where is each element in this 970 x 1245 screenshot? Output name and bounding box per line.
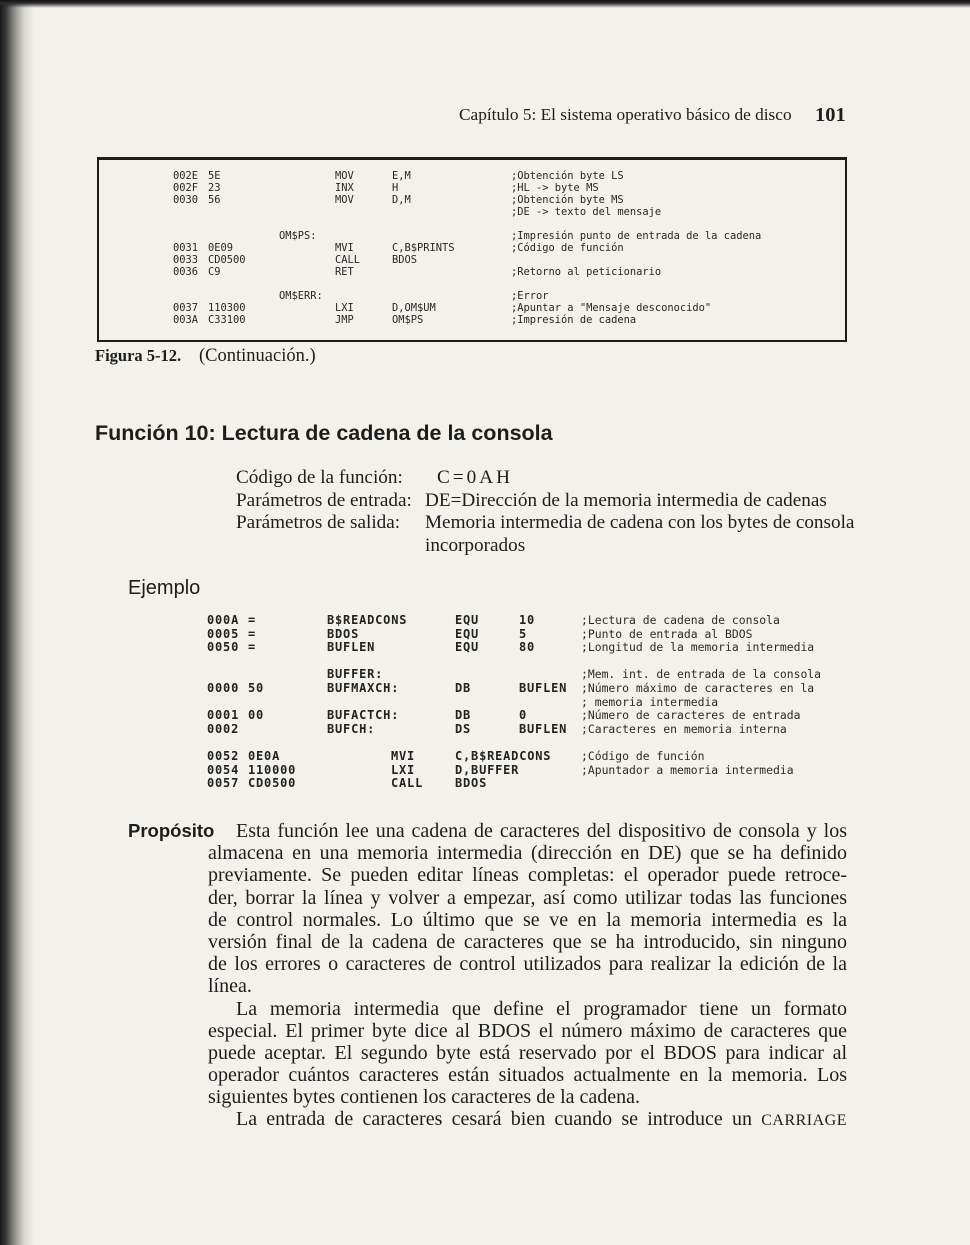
code-address: 0000: [207, 680, 240, 695]
code-line: [0, 750, 970, 764]
code-address: 0031: [173, 242, 199, 254]
code-address: 0030: [173, 194, 199, 206]
code-line: [0, 682, 970, 696]
code-address: 0037: [173, 302, 199, 314]
param-row-output-continued: [236, 535, 856, 558]
code-label: BDOS: [327, 626, 360, 641]
code-comment: ;Obtención byte LS: [511, 170, 624, 182]
code-block: [0, 750, 970, 791]
code-comment: ;Error: [511, 290, 549, 302]
body-line: de los errores o caracteres de control utilizados para realizar la edición de la: [208, 953, 847, 976]
code-object-bytes: CD0500: [208, 254, 246, 266]
purpose-text: [208, 820, 847, 1131]
code-value: 10: [519, 613, 536, 627]
body-line: Esta función lee una cadena de caracteres del dispositivo de consola y los: [236, 820, 847, 842]
example-code-listing: [0, 614, 970, 791]
code-comment: ;Número de caracteres de entrada: [581, 708, 801, 723]
code-object-bytes: 0E09: [208, 242, 234, 254]
code-address: 002F: [173, 182, 199, 194]
code-label: OM$PS:: [279, 230, 317, 242]
code-line: [99, 290, 845, 302]
body-line: [208, 1108, 847, 1130]
param-label: Parámetros de entrada:: [236, 489, 412, 511]
body-line: almacena en una memoria intermedia (dirección en DE) que se ha definido: [208, 842, 847, 865]
body-paragraph: [208, 1108, 847, 1130]
code-block: [0, 668, 970, 736]
code-address: 0002: [207, 721, 240, 736]
param-label: Código de la función:: [236, 467, 403, 488]
code-object-bytes: 0E0A: [248, 748, 281, 763]
code-label: BUFACTCH:: [327, 708, 400, 723]
code-line: [99, 266, 845, 278]
page-number: 101: [815, 104, 846, 126]
param-row-input: [236, 490, 856, 513]
code-line: [99, 206, 845, 218]
code-address: 0057: [207, 776, 240, 791]
code-line: [0, 777, 970, 791]
small-caps-word: CARRIAGE: [761, 1112, 847, 1130]
code-comment: ;Impresión punto de entrada de la cadena: [511, 230, 762, 242]
body-paragraph: [208, 998, 847, 1109]
code-object-bytes: 110300: [208, 302, 246, 314]
code-comment: ;Caracteres en memoria interna: [581, 721, 787, 736]
code-comment: ;Código de función: [581, 748, 705, 763]
code-operand: D,M: [392, 194, 411, 206]
code-opcode: MOV: [335, 170, 354, 182]
code-line: [0, 628, 970, 642]
code-object-bytes: C33100: [208, 314, 246, 326]
code-comment: ;Obtención byte MS: [511, 194, 624, 206]
code-field: EQU: [455, 613, 480, 627]
code-address: 003A: [173, 314, 199, 326]
code-line: [99, 302, 845, 314]
param-row-output: [236, 512, 856, 535]
param-label: Parámetros de salida:: [236, 512, 401, 533]
code-value: 80: [519, 640, 536, 655]
figure-caption-label: Figura 5-12.: [95, 346, 182, 365]
code-label: OM$ERR:: [279, 290, 323, 302]
code-comment: ;Código de función: [511, 242, 624, 254]
code-opcode: MOV: [335, 194, 354, 206]
code-operand: BDOS: [392, 254, 418, 266]
code-line: [99, 194, 845, 206]
code-comment: ;Número máximo de caracteres en la: [581, 680, 815, 695]
code-opcode: LXI: [335, 302, 354, 314]
body-line: puede aceptar. El segundo byte está reservado por el BDOS para indicar al: [208, 1041, 847, 1064]
purpose-heading: Propósito: [128, 820, 215, 841]
code-label: BUFFER:: [327, 667, 384, 682]
code-block: [99, 170, 845, 218]
code-operand: C,B$PRINTS: [392, 242, 455, 254]
code-line: [0, 668, 970, 682]
code-comment: ;DE -> texto del mensaje: [511, 206, 662, 218]
param-value: DE=Dirección de la memoria intermedia de cadenas: [425, 489, 827, 511]
body-line: especial. El primer byte dice al BDOS el número máximo de caracteres que: [208, 1019, 847, 1042]
code-address: 002E: [173, 170, 199, 182]
code-line: [99, 230, 845, 242]
running-header-title: Capítulo 5: El sistema operativo básico de disco: [459, 105, 792, 124]
code-comment: ;Punto de entrada al BDOS: [581, 626, 753, 641]
code-value: 5: [519, 626, 528, 641]
code-object-bytes: CD0500: [248, 776, 297, 791]
code-object-bytes: 50: [248, 680, 265, 695]
code-comment: ;Mem. int. de entrada de la consola: [581, 667, 822, 682]
code-label: BUFCH:: [327, 721, 376, 736]
code-address: 0036: [173, 266, 199, 278]
function-parameters: [236, 467, 856, 557]
code-comment: ;Apuntador a memoria intermedia: [581, 762, 794, 777]
code-object-bytes: =: [248, 613, 257, 627]
code-object-bytes: 56: [208, 194, 221, 206]
code-line: [0, 723, 970, 737]
code-opcode: CALL: [391, 776, 424, 791]
code-label: BUFLEN: [327, 640, 376, 655]
code-opcode: INX: [335, 182, 354, 194]
body-line: de control normales. Lo último que se ve en la memoria intermedia es la: [208, 908, 847, 931]
code-value: BUFLEN: [519, 721, 568, 736]
code-line: [0, 696, 970, 710]
figure-caption-text: (Continuación.): [199, 346, 316, 366]
code-line: [99, 182, 845, 194]
code-field: D,BUFFER: [455, 762, 520, 777]
code-comment: ;HL -> byte MS: [511, 182, 599, 194]
body-line: línea.: [208, 975, 252, 998]
code-field: DS: [455, 721, 472, 736]
code-object-bytes: 5E: [208, 170, 221, 182]
code-address: 0054: [207, 762, 240, 777]
code-opcode: LXI: [391, 762, 416, 777]
code-object-bytes: 110000: [248, 762, 297, 777]
code-comment: ;Lectura de cadena de consola: [581, 613, 780, 627]
code-line: [99, 314, 845, 326]
code-line: [99, 254, 845, 266]
code-object-bytes: =: [248, 626, 257, 641]
code-value: 0: [519, 708, 528, 723]
code-listing-box: [97, 157, 847, 342]
code-operand: E,M: [392, 170, 411, 182]
code-comment: ;Apuntar a "Mensaje desconocido": [511, 302, 712, 314]
code-field: EQU: [455, 626, 480, 641]
code-opcode: MVI: [391, 748, 416, 763]
code-field: DB: [455, 708, 472, 723]
code-operand: H: [392, 182, 399, 194]
scan-top-edge: [0, 0, 970, 8]
code-comment: ;Impresión de cadena: [511, 314, 637, 326]
code-object-bytes: 23: [208, 182, 221, 194]
code-field: C,B$READCONS: [455, 748, 552, 763]
example-heading: Ejemplo: [128, 577, 201, 599]
code-object-bytes: C9: [208, 266, 221, 278]
code-block: [0, 614, 970, 655]
code-line: [99, 242, 845, 254]
code-opcode: CALL: [335, 254, 361, 266]
code-object-bytes: =: [248, 640, 257, 655]
code-address: 0052: [207, 748, 240, 763]
body-line: previamente. Se pueden editar líneas completas: el operador puede retroce-: [208, 864, 847, 887]
code-operand: D,OM$UM: [392, 302, 436, 314]
code-line: [0, 641, 970, 655]
code-field: EQU: [455, 640, 480, 655]
code-comment: ;Longitud de la memoria intermedia: [581, 640, 815, 655]
code-line: [0, 614, 970, 628]
code-address: 0001: [207, 708, 240, 723]
code-object-bytes: 00: [248, 708, 265, 723]
code-block: [99, 230, 845, 278]
section-heading: Función 10: Lectura de cadena de la consola: [95, 421, 553, 445]
body-line: siguientes bytes contienen los caracteres de la cadena.: [208, 1086, 641, 1109]
code-comment: ; memoria intermedia: [581, 694, 719, 709]
code-label: BUFMAXCH:: [327, 680, 400, 695]
param-value: Memoria intermedia de cadena con los bytes de consola: [425, 512, 855, 533]
code-address: 0033: [173, 254, 199, 266]
body-line: operador cuántos caracteres están situados actualmente en la memoria. Los: [208, 1064, 847, 1087]
code-opcode: RET: [335, 266, 354, 278]
code-line: [99, 170, 845, 182]
code-operand: OM$PS: [392, 314, 424, 326]
code-value: BUFLEN: [519, 680, 568, 695]
code-address: 0050: [207, 640, 240, 655]
body-line: der, borrar la línea y volver a empezar, así como utilizar todas las funciones: [208, 886, 847, 909]
code-opcode: MVI: [335, 242, 354, 254]
code-opcode: JMP: [335, 314, 354, 326]
body-line: versión final de la cadena de caracteres que se ha introducido, sin ninguno: [208, 930, 847, 953]
param-row-function-code: [236, 467, 856, 490]
param-value: C=0AH: [437, 467, 513, 488]
body-paragraph: [208, 820, 847, 998]
code-comment: ;Retorno al peticionario: [511, 266, 662, 278]
code-field: DB: [455, 680, 472, 695]
code-address: 000A: [207, 613, 240, 627]
body-line-text: La entrada de caracteres cesará bien cuando se introduce un: [236, 1108, 752, 1131]
code-field: BDOS: [455, 776, 488, 791]
code-line: [0, 764, 970, 778]
code-line: [0, 709, 970, 723]
body-line: La memoria intermedia que define el programador tiene un formato: [236, 997, 847, 1020]
code-block: [99, 290, 845, 326]
code-label: B$READCONS: [327, 613, 408, 627]
code-address: 0005: [207, 626, 240, 641]
param-value-continued: incorporados: [425, 534, 526, 556]
